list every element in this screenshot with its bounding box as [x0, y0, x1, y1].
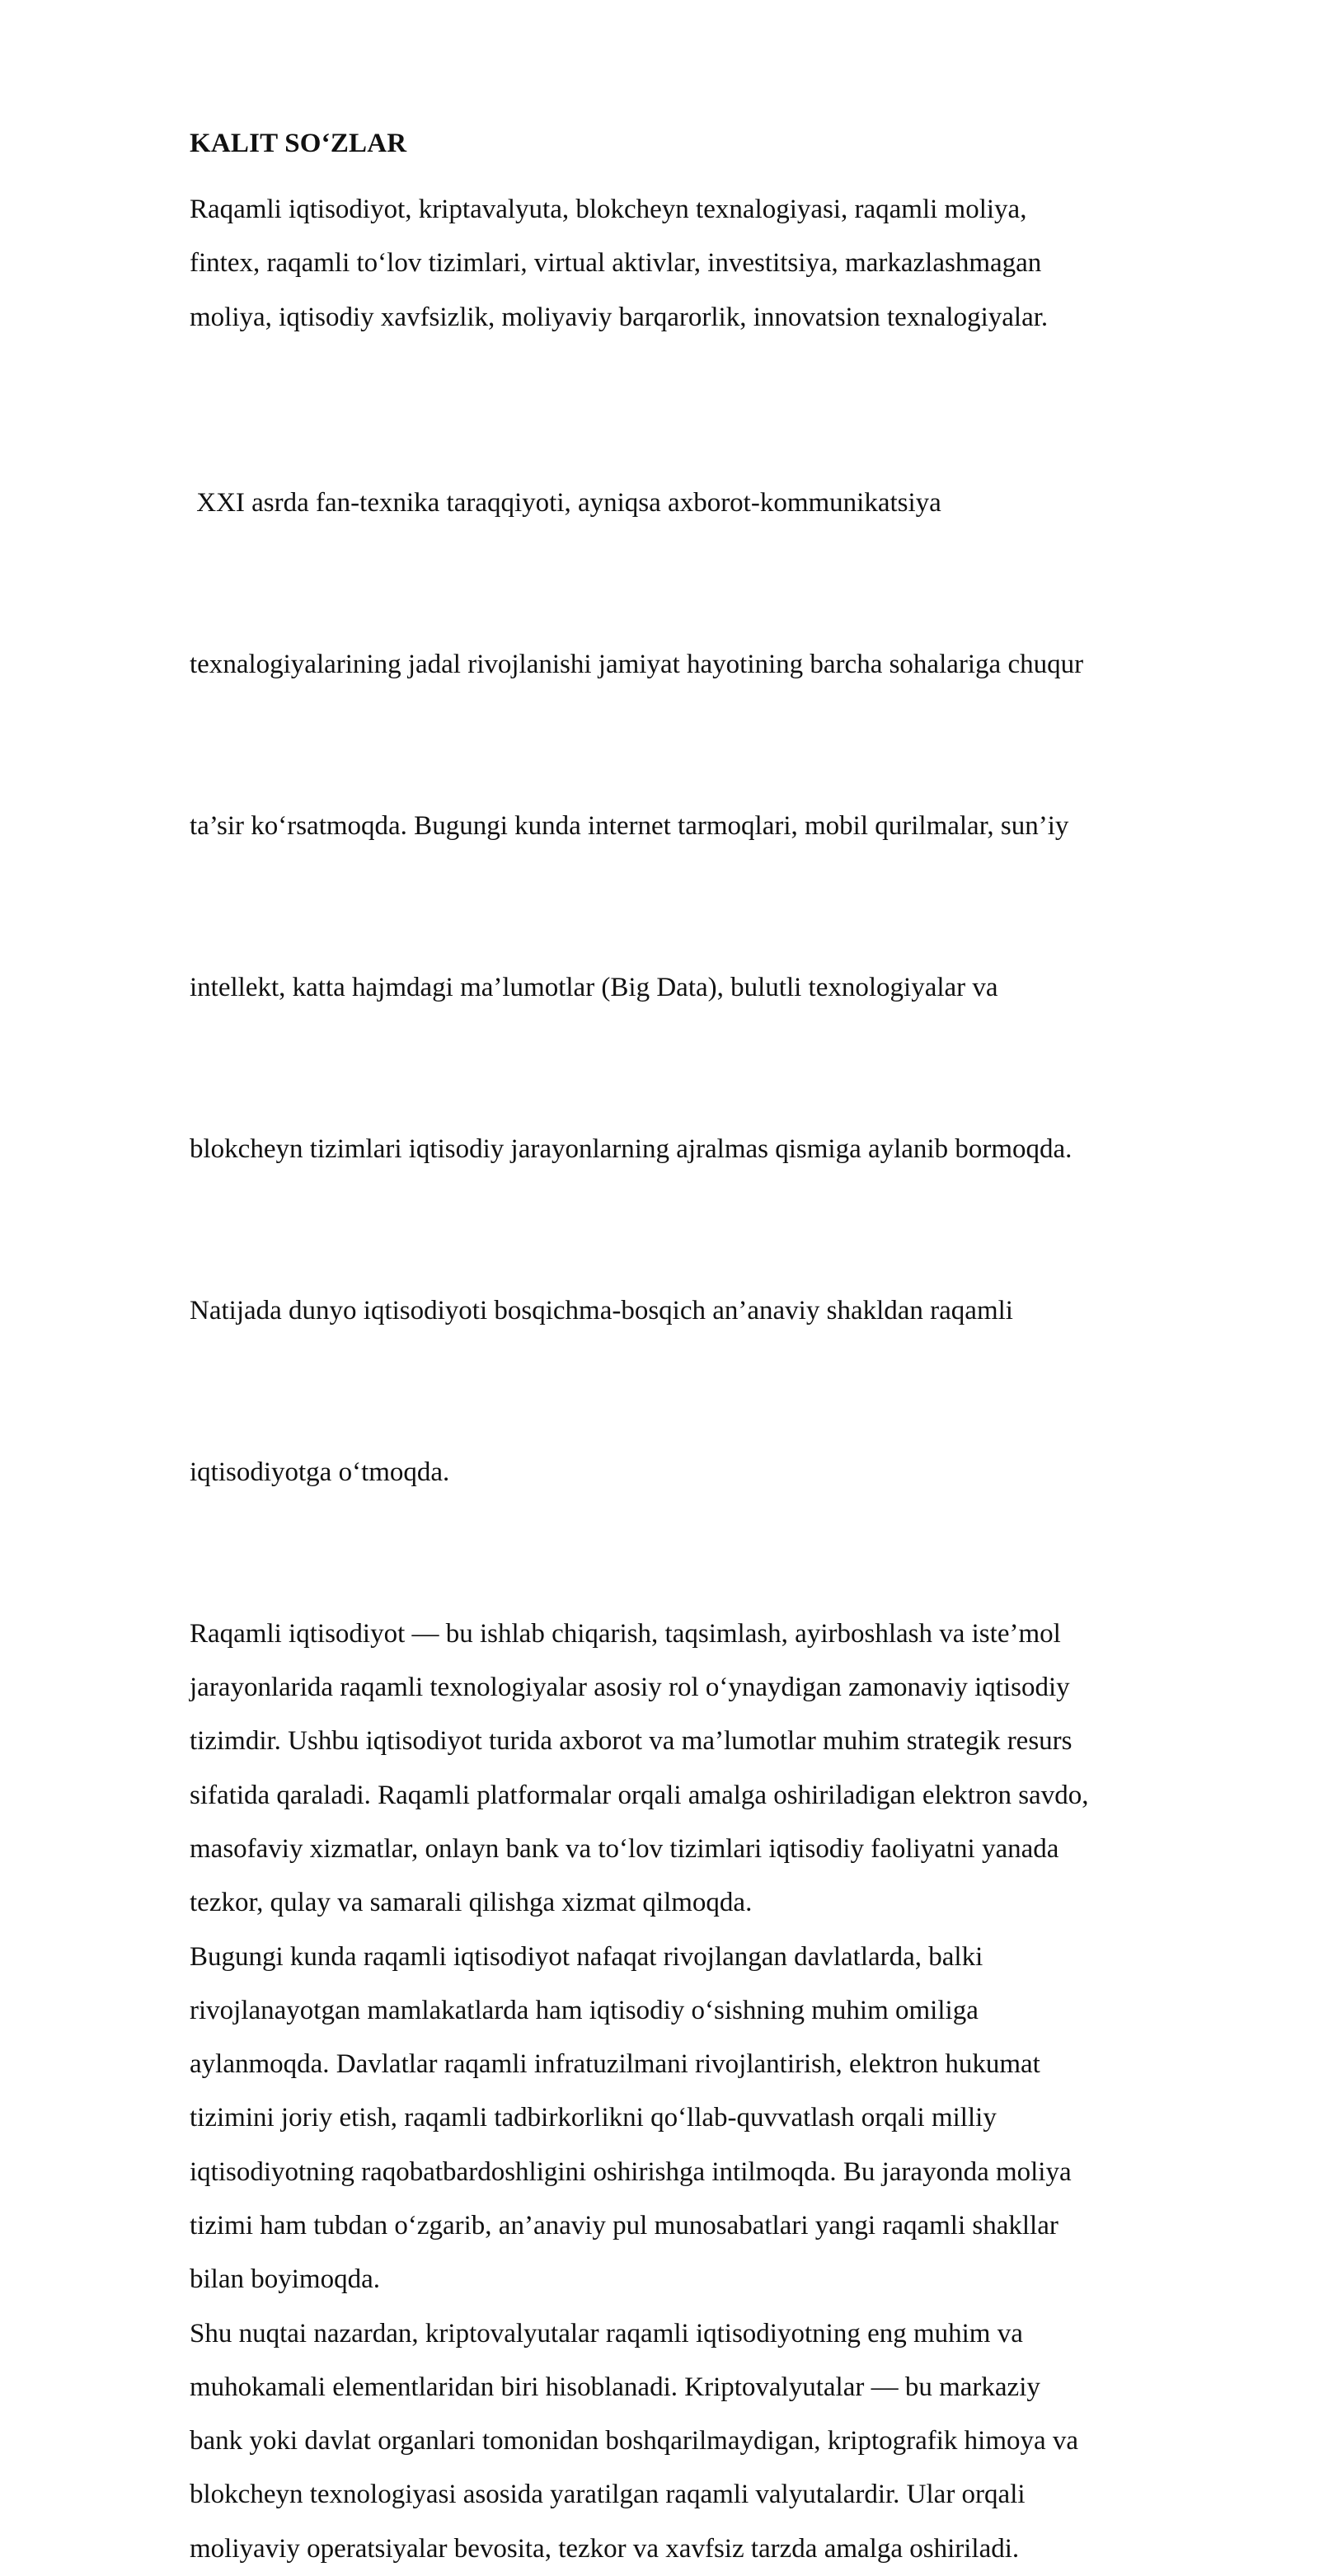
text-line: masofaviy xizmatlar, onlayn bank va to‘lov tizimlari iqtisodiy faoliyatni yanada — [190, 1833, 1059, 1864]
text-line: Raqamli iqtisodiyot, kriptavalyuta, blokcheyn texnalogiyasi, raqamli moliya, — [190, 195, 1027, 224]
text-line: bank yoki davlat organlari tomonidan boshqarilmaydigan, kriptografik himoya va — [190, 2426, 1079, 2456]
text-line: tizimdir. Ushbu iqtisodiyot turida axborot va ma’lumotlar muhim strategik resurs — [190, 1726, 1073, 1757]
body-paragraph-digital-economy — [190, 1607, 1220, 1931]
text-line: iqtisodiyotning raqobatbardoshligini oshirishga intilmoqda. Bu jarayonda moliya — [190, 2156, 1072, 2187]
text-line: texnalogiyalarining jadal rivojlanishi jamiyat hayotining barcha sohalariga chuqur — [190, 650, 1084, 680]
body-paragraph-intro — [190, 369, 1220, 1607]
text-line: Raqamli iqtisodiyot — bu ishlab chiqarish, taqsimlash, ayirboshlash va iste’mol — [190, 1618, 1061, 1649]
document-page — [190, 124, 1220, 2576]
text-line: rivojlanayotgan mamlakatlarda ham iqtisodiy o‘sishning muhim omiliga — [190, 1995, 979, 2025]
keywords-heading: KALIT SO‘ZLAR — [190, 129, 407, 158]
text-line: tizimi ham tubdan o‘zgarib, an’anaviy pul munosabatlari yangi raqamli shakllar — [190, 2210, 1058, 2241]
text-line: iqtisodiyotga o‘tmoqda. — [190, 1457, 450, 1487]
text-line: tezkor, qulay va samarali qilishga xizmat qilmoqda. — [190, 1888, 753, 1918]
text-line: sifatida qaraladi. Raqamli platformalar orqali amalga oshiriladigan elektron savdo, — [190, 1780, 1089, 1810]
text-line: moliya, iqtisodiy xavfsizlik, moliyaviy barqarorlik, innovatsion texnalogiyalar. — [190, 302, 1049, 332]
text-line: moliyaviy operatsiyalar bevosita, tezkor va xavfsiz tarzda amalga oshiriladi. — [190, 2533, 1020, 2564]
text-line: jarayonlarida raqamli texnologiyalar asosiy rol o‘ynaydigan zamonaviy iqtisodiy — [190, 1673, 1070, 1703]
keywords-paragraph — [190, 183, 1220, 345]
body-paragraph-crypto — [190, 2307, 1220, 2576]
text-line: blokcheyn tizimlari iqtisodiy jarayonlarning ajralmas qismiga aylanib bormoqda. — [190, 1134, 1073, 1165]
text-line: aylanmoqda. Davlatlar raqamli infratuzilmani rivojlantirish, elektron hukumat — [190, 2049, 1040, 2080]
text-line: blokcheyn texnologiyasi asosida yaratilgan raqamli valyutalardir. Ular orqali — [190, 2480, 1026, 2510]
text-line: muhokamali elementlaridan biri hisoblanadi. Kriptovalyutalar — bu markaziy — [190, 2372, 1040, 2402]
text-line: intellekt, katta hajmdagi ma’lumotlar (Big Data), bulutli texnologiyalar va — [190, 973, 998, 1003]
text-line: Natijada dunyo iqtisodiyoti bosqichma-bosqich an’anaviy shakldan raqamli — [190, 1295, 1013, 1326]
body-paragraph-today — [190, 1931, 1220, 2307]
text-line: ta’sir ko‘rsatmoqda. Bugungi kunda internet tarmoqlari, mobil qurilmalar, sun’iy — [190, 811, 1069, 842]
text-line: fintex, raqamli to‘lov tizimlari, virtual aktivlar, investitsiya, markazlashmagan — [190, 248, 1042, 279]
text-line: tizimini joriy etish, raqamli tadbirkorlikni qo‘llab-quvvatlash orqali milliy — [190, 2103, 997, 2133]
text-line: bilan boyimoqda. — [190, 2264, 380, 2295]
text-line: Bugungi kunda raqamli iqtisodiyot nafaqat rivojlangan davlatlarda, balki — [190, 1941, 983, 1972]
text-line: XXI asrda fan-texnika taraqqiyoti, ayniqsa axborot-kommunikatsiya — [190, 488, 941, 518]
text-line: Shu nuqtai nazardan, kriptovalyutalar raqamli iqtisodiyotning eng muhim va — [190, 2318, 1023, 2348]
